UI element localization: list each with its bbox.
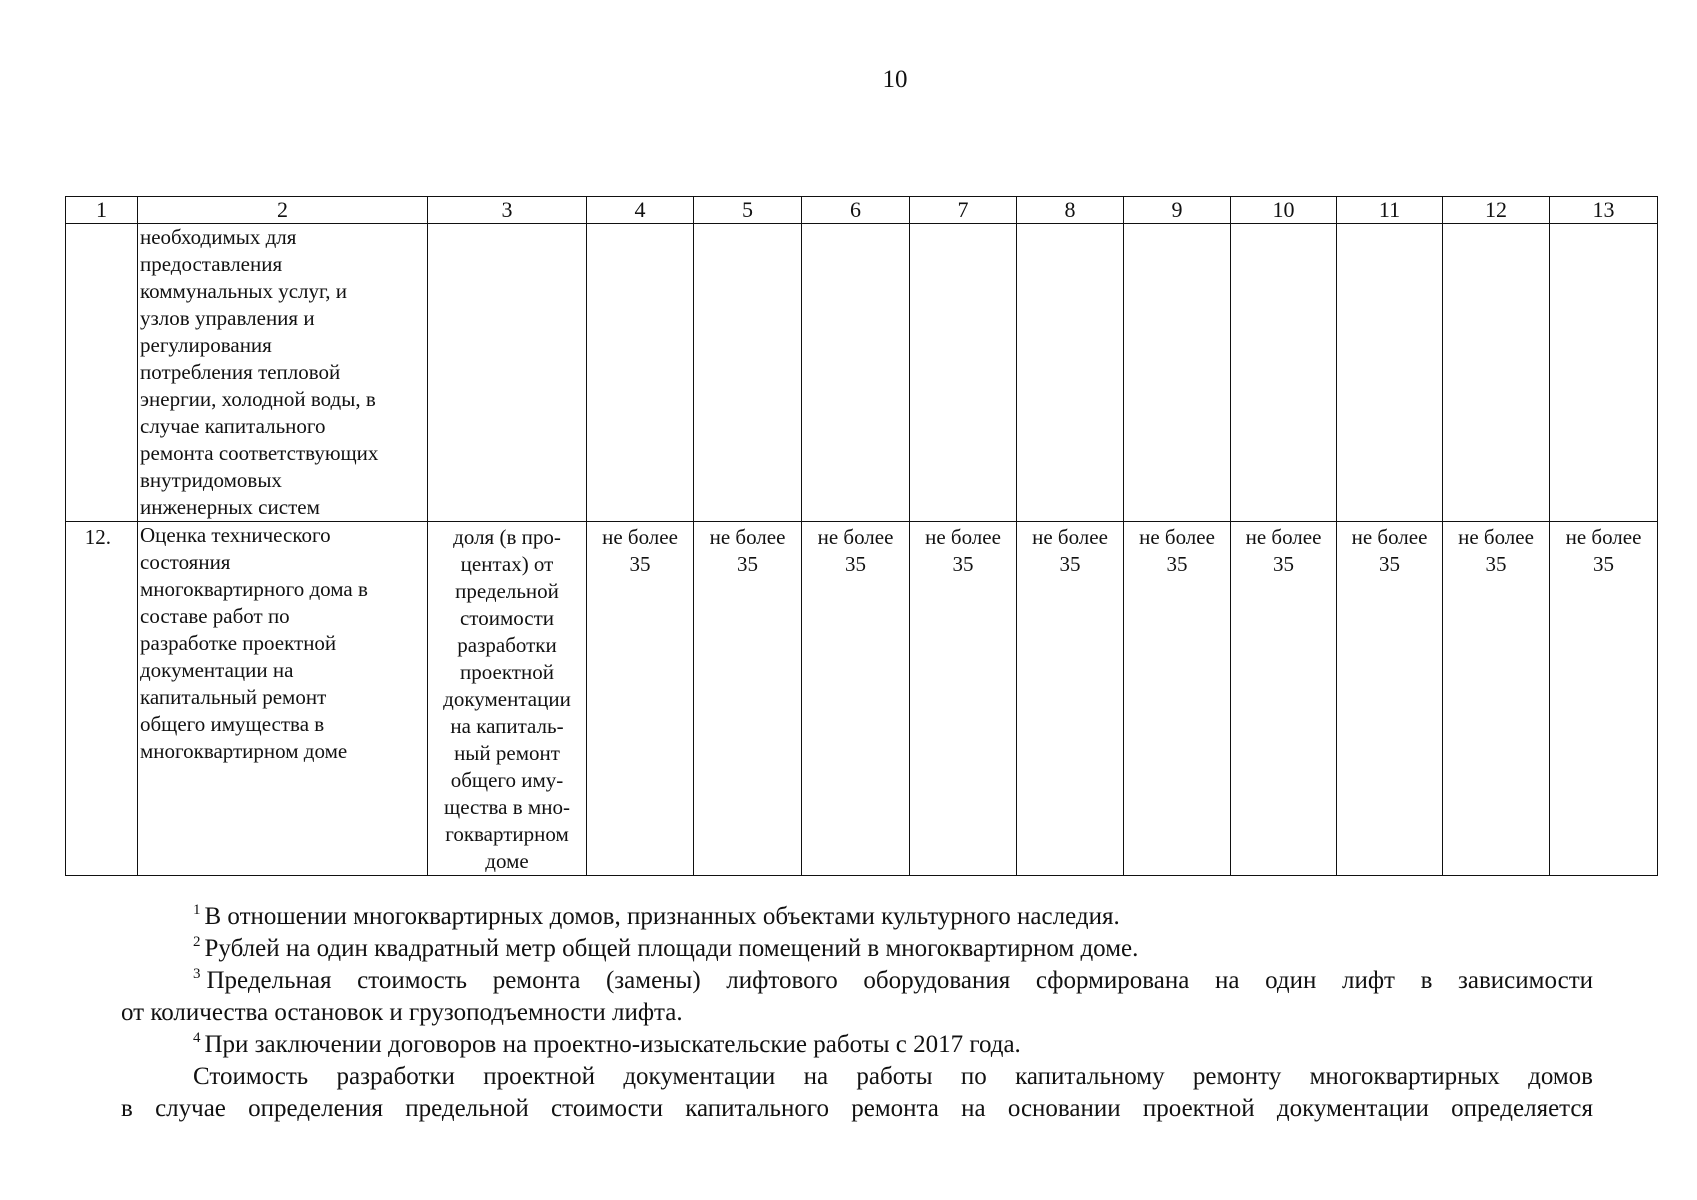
value-label: не более: [1565, 525, 1642, 549]
value-number: 35: [1166, 552, 1188, 576]
description-line: капитальный ремонт: [140, 685, 327, 709]
row-description-cell: [138, 522, 428, 876]
value-number: 35: [1273, 552, 1294, 576]
value-cell: [1231, 522, 1337, 876]
unit-line: гоквартирном: [445, 822, 569, 846]
description-line: энергии, холодной воды, в: [140, 387, 376, 411]
footnote-mark: 3: [193, 966, 201, 982]
value-label: не более: [709, 525, 786, 549]
unit-line: доме: [485, 849, 529, 873]
footnote-4: [121, 1029, 1593, 1061]
empty-cell: [1017, 224, 1124, 522]
description-line: ремонта соответствующих: [140, 441, 379, 465]
value-label: не более: [1032, 525, 1108, 549]
value-label: не более: [602, 525, 678, 549]
footnote-text: Предельная стоимость ремонта (замены) лифтового оборудования сформирована на один лифт в зависимости: [206, 967, 1593, 994]
description-line: регулирования: [140, 333, 272, 357]
footnotes-section: [121, 901, 1593, 1125]
description-line: документации на: [140, 658, 294, 682]
description-line: составе работ по: [140, 604, 290, 628]
value-cell: [802, 522, 910, 876]
empty-cell: [1231, 224, 1337, 522]
unit-line: центах) от: [460, 552, 554, 576]
row-number-cell-empty: [66, 224, 138, 522]
column-header: 1: [66, 197, 138, 224]
empty-cell: [1550, 224, 1658, 522]
paragraph-line: Стоимость разработки проектной документации на работы по капитальному ремонту многоквартирных домов: [193, 1063, 1593, 1090]
column-header: 2: [138, 197, 428, 224]
value-label: не более: [817, 525, 894, 549]
table-header-row: [66, 197, 1658, 224]
description-line: многоквартирного дома в: [140, 577, 368, 601]
description-line: предоставления: [140, 252, 283, 276]
column-header: 12: [1443, 197, 1550, 224]
value-cell: [1337, 522, 1443, 876]
column-header: 4: [587, 197, 694, 224]
table-row-12: [66, 522, 1658, 876]
description-line: разработке проектной: [140, 631, 337, 655]
column-header: 9: [1124, 197, 1231, 224]
value-number: 35: [845, 552, 866, 576]
value-cell: [1443, 522, 1550, 876]
unit-line: ный ремонт: [454, 741, 560, 765]
description-line: необходимых для: [140, 225, 297, 249]
value-label: не более: [1139, 525, 1215, 549]
description-line: случае капитального: [140, 414, 326, 438]
footnote-text: При заключении договоров на проектно-изыскательские работы с 2017 года.: [204, 1031, 1021, 1058]
row-description-cell: [138, 224, 428, 522]
column-header: 10: [1231, 197, 1337, 224]
unit-line: щества в мно-: [444, 795, 570, 819]
footnote-text: Рублей на один квадратный метр общей площади помещений в многоквартирном доме.: [204, 935, 1139, 962]
value-number: 35: [1485, 552, 1507, 576]
column-header: 7: [910, 197, 1017, 224]
row-unit-cell: [428, 522, 587, 876]
footnote-text: В отношении многоквартирных домов, признанных объектами культурного наследия.: [204, 903, 1120, 930]
footnote-3: [121, 965, 1593, 997]
column-header: 5: [694, 197, 802, 224]
footnote-mark: 2: [193, 934, 201, 950]
empty-cell: [428, 224, 587, 522]
value-label: не более: [1351, 525, 1428, 549]
empty-cell: [910, 224, 1017, 522]
table-row-continued: [66, 224, 1658, 522]
footnote-2: [121, 933, 1593, 965]
description-line: коммунальных услуг, и: [140, 279, 347, 303]
empty-cell: [1124, 224, 1231, 522]
unit-line: разработки: [457, 633, 557, 657]
empty-cell: [1337, 224, 1443, 522]
empty-cell: [587, 224, 694, 522]
value-label: не более: [925, 525, 1001, 549]
unit-line: стоимости: [459, 606, 554, 630]
column-header: 8: [1017, 197, 1124, 224]
value-cell: [910, 522, 1017, 876]
value-number: 35: [952, 552, 974, 576]
unit-line: предельной: [455, 579, 559, 603]
description-line: состояния: [140, 550, 231, 574]
value-number: 35: [1593, 552, 1614, 576]
value-cell: [694, 522, 802, 876]
empty-cell: [1443, 224, 1550, 522]
unit-line: проектной: [460, 660, 554, 684]
description-line: многоквартирном доме: [140, 739, 348, 763]
value-cell: [587, 522, 694, 876]
column-header: 11: [1337, 197, 1443, 224]
footnote-3-continuation: от количества остановок и грузоподъемности лифта.: [121, 999, 683, 1026]
description-line: внутридомовых: [140, 468, 282, 492]
value-number: 35: [737, 552, 758, 576]
value-number: 35: [1059, 552, 1081, 576]
page-number: 10: [882, 66, 908, 93]
value-number: 35: [629, 552, 651, 576]
paragraph-line: в случае определения предельной стоимости капитального ремонта на основании проектной документации определяется: [121, 1095, 1593, 1122]
row-number: 12.: [66, 522, 138, 876]
footnote-mark: 1: [193, 902, 201, 918]
description-line: потребления тепловой: [140, 360, 341, 384]
column-header: 3: [428, 197, 587, 224]
value-cell: [1017, 522, 1124, 876]
value-cell: [1124, 522, 1231, 876]
unit-line: на капиталь-: [450, 714, 564, 738]
empty-cell: [694, 224, 802, 522]
description-line: общего имущества в: [140, 712, 325, 736]
description-line: инженерных систем: [140, 495, 320, 519]
cost-limits-table: [65, 196, 1658, 876]
column-header: 13: [1550, 197, 1658, 224]
footnote-1: [121, 901, 1593, 933]
description-line: Оценка технического: [140, 523, 331, 547]
unit-line: общего иму-: [450, 768, 564, 792]
value-label: не более: [1458, 525, 1534, 549]
column-header: 6: [802, 197, 910, 224]
unit-line: документации: [443, 687, 571, 711]
value-cell: [1550, 522, 1658, 876]
empty-cell: [802, 224, 910, 522]
value-number: 35: [1379, 552, 1400, 576]
description-line: узлов управления и: [140, 306, 315, 330]
unit-line: доля (в про-: [453, 525, 561, 549]
footnote-mark: 4: [193, 1030, 201, 1046]
value-label: не более: [1245, 525, 1322, 549]
